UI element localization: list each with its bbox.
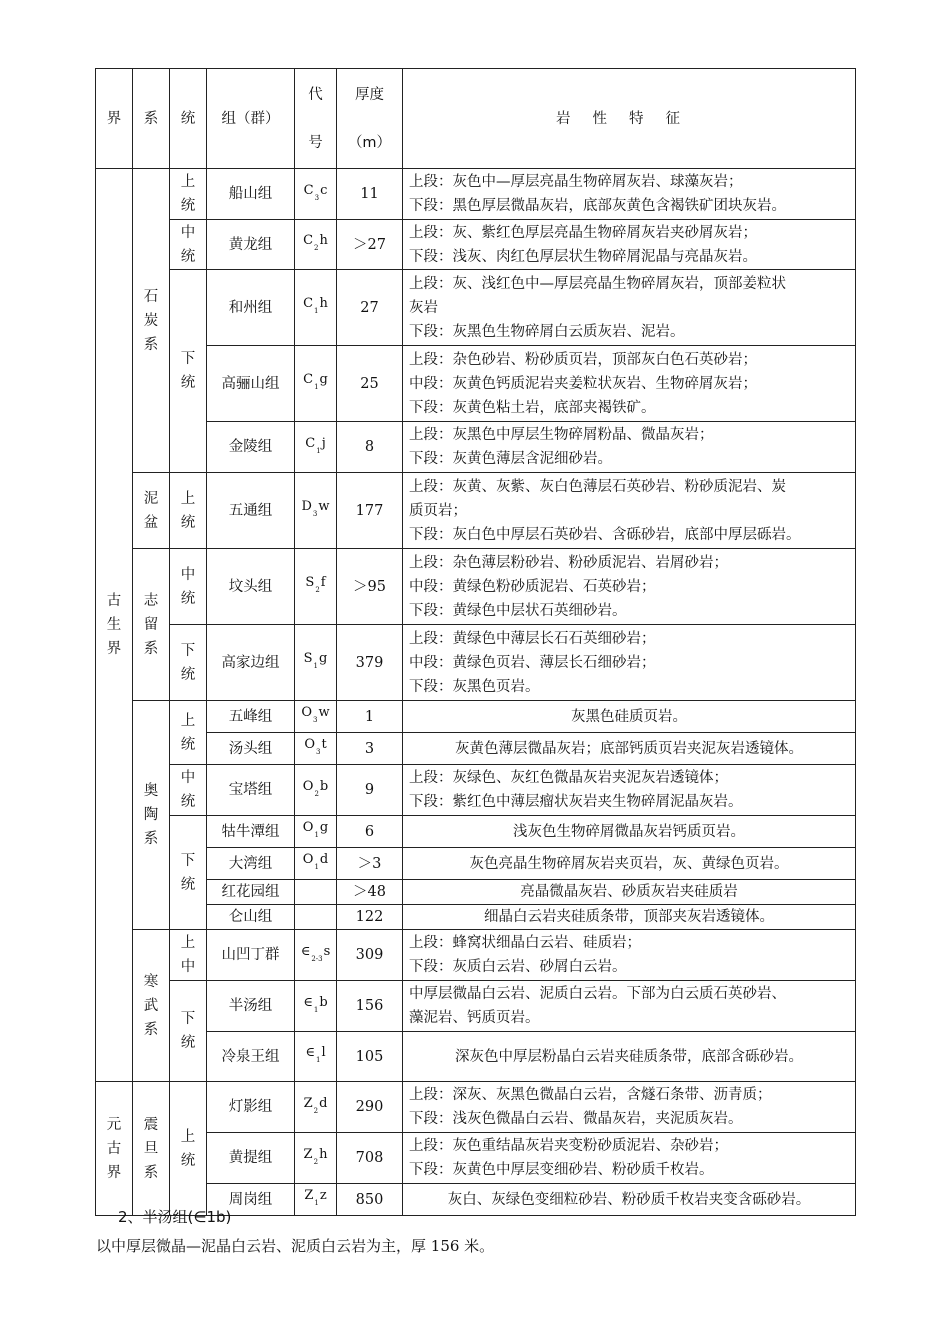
table-row [96, 549, 856, 625]
thickness: 122 [337, 905, 403, 930]
formation-code: $D_3w$ [295, 473, 337, 549]
era-paleozoic: 古 生 界 [96, 169, 133, 1082]
formation-name: 大湾组 [207, 848, 295, 880]
formation-name: 仑山组 [207, 905, 295, 930]
series-lower: 下 统 [170, 270, 207, 473]
header-daihao [295, 69, 337, 169]
table-row [96, 905, 856, 930]
table-row [96, 733, 856, 765]
formation-code: $O_3t$ [295, 733, 337, 765]
table-row [96, 625, 856, 701]
header-daihao-2: 号 [308, 134, 323, 151]
thickness: 309 [337, 930, 403, 981]
formation-name: 宝塔组 [207, 765, 295, 816]
formation-name: 汤头组 [207, 733, 295, 765]
series-upper: 上 统 [170, 701, 207, 765]
lithology-desc: 上段：灰色中—厚层亮晶生物碎屑灰岩、球藻灰岩； 下段：黑色厚层微晶灰岩，底部灰黄色含褐铁矿团块灰岩。 [403, 169, 856, 220]
thickness: 105 [337, 1032, 403, 1082]
formation-name: 山凹丁群 [207, 930, 295, 981]
formation-code: $\in_{2-3}s$ [295, 930, 337, 981]
series-lower: 下 统 [170, 981, 207, 1082]
formation-name: 黄提组 [207, 1133, 295, 1184]
header-daihao-1: 代 [308, 86, 323, 103]
era-proterozoic: 元 古 界 [96, 1082, 133, 1216]
table-row [96, 848, 856, 880]
lithology-desc: 上段：黄绿色中薄层长石石英细砂岩； 中段：黄绿色页岩、薄层长石细砂岩； 下段：灰黑色页岩。 [403, 625, 856, 701]
formation-name: 半汤组 [207, 981, 295, 1032]
table-row [96, 346, 856, 422]
header-houdu-2: （m） [347, 134, 392, 151]
formation-name: 灯影组 [207, 1082, 295, 1133]
formation-code: $O_3w$ [295, 701, 337, 733]
table-row [96, 701, 856, 733]
lithology-desc: 灰黑色硅质页岩。 [403, 701, 856, 733]
table-row [96, 880, 856, 905]
formation-name: 高骊山组 [207, 346, 295, 422]
lithology-desc: 浅灰色生物碎屑微晶灰岩钙质页岩。 [403, 816, 856, 848]
thickness: 27 [337, 270, 403, 346]
lithology-desc: 灰色亮晶生物碎屑灰岩夹页岩，灰、黄绿色页岩。 [403, 848, 856, 880]
thickness: 177 [337, 473, 403, 549]
lithology-desc: 上段：灰、紫红色厚层亮晶生物碎屑灰岩夹砂屑灰岩； 下段：浅灰、肉红色厚层状生物碎屑泥晶与亮晶灰岩。 [403, 220, 856, 270]
system-cambrian: 寒 武 系 [133, 930, 170, 1082]
lithology-desc: 上段：灰黄、灰紫、灰白色薄层石英砂岩、粉砂质泥岩、炭 质页岩； 下段：灰白色中厚层石英砂岩、含砾砂岩，底部中厚层砾岩。 [403, 473, 856, 549]
thickness: 850 [337, 1184, 403, 1216]
series-upper: 上 统 [170, 1082, 207, 1216]
thickness: 3 [337, 733, 403, 765]
formation-code [295, 880, 337, 905]
formation-name: 五峰组 [207, 701, 295, 733]
formation-name: 黄龙组 [207, 220, 295, 270]
stratigraphy-table [95, 68, 856, 1216]
table-row [96, 981, 856, 1032]
formation-name: 坟头组 [207, 549, 295, 625]
table-row [96, 930, 856, 981]
section-heading: 2、半汤组(∈1b) [118, 1208, 232, 1226]
formation-name: 金陵组 [207, 422, 295, 473]
header-houdu [337, 69, 403, 169]
system-sinian: 震 旦 系 [133, 1082, 170, 1216]
header-tong: 统 [170, 69, 207, 169]
table-row [96, 1032, 856, 1082]
lithology-desc: 灰白、灰绿色变细粒砂岩、粉砂质千枚岩夹变含砾砂岩。 [403, 1184, 856, 1216]
lithology-desc: 亮晶微晶灰岩、砂质灰岩夹硅质岩 [403, 880, 856, 905]
table-row [96, 816, 856, 848]
lithology-desc: 上段：灰、浅红色中—厚层亮晶生物碎屑灰岩，顶部姜粒状 灰岩 下段：灰黑色生物碎屑白云质灰岩、泥岩。 [403, 270, 856, 346]
formation-name: 牯牛潭组 [207, 816, 295, 848]
section-paragraph: 以中厚层微晶—泥晶白云岩、泥质白云岩为主，厚 156 米。 [96, 1237, 495, 1255]
lithology-desc: 上段：杂色薄层粉砂岩、粉砂质泥岩、岩屑砂岩； 中段：黄绿色粉砂质泥岩、石英砂岩； 下段：黄绿色中层状石英细砂岩。 [403, 549, 856, 625]
lithology-desc: 上段：杂色砂岩、粉砂质页岩，顶部灰白色石英砂岩； 中段：灰黄色钙质泥岩夹姜粒状灰岩、生物碎屑灰岩； 下段：灰黄色粘土岩，底部夹褐铁矿。 [403, 346, 856, 422]
formation-code: $C_1h$ [295, 270, 337, 346]
thickness: 8 [337, 422, 403, 473]
lithology-desc: 细晶白云岩夹硅质条带，顶部夹灰岩透镜体。 [403, 905, 856, 930]
series-middle: 中 统 [170, 549, 207, 625]
formation-name: 船山组 [207, 169, 295, 220]
series-upper-middle: 上 中 [170, 930, 207, 981]
formation-code: $C_2h$ [295, 220, 337, 270]
system-carboniferous: 石 炭 系 [133, 169, 170, 473]
thickness: 6 [337, 816, 403, 848]
header-row [96, 69, 856, 169]
thickness: ＞48 [337, 880, 403, 905]
thickness: 156 [337, 981, 403, 1032]
table-row [96, 422, 856, 473]
series-lower: 下 统 [170, 816, 207, 930]
formation-name: 五通组 [207, 473, 295, 549]
formation-code [295, 905, 337, 930]
formation-name: 冷泉王组 [207, 1032, 295, 1082]
lithology-desc: 上段：灰黑色中厚层生物碎屑粉晶、微晶灰岩； 下段：灰黄色薄层含泥细砂岩。 [403, 422, 856, 473]
series-upper: 上 统 [170, 473, 207, 549]
formation-name: 和州组 [207, 270, 295, 346]
header-xi: 系 [133, 69, 170, 169]
thickness: 11 [337, 169, 403, 220]
thickness: 379 [337, 625, 403, 701]
system-ordovician: 奥 陶 系 [133, 701, 170, 930]
header-zu: 组（群） [207, 69, 295, 169]
formation-code: $O_2b$ [295, 765, 337, 816]
header-houdu-1: 厚度 [355, 86, 384, 103]
thickness: 9 [337, 765, 403, 816]
lithology-desc: 上段：蜂窝状细晶白云岩、硅质岩； 下段：灰质白云岩、砂屑白云岩。 [403, 930, 856, 981]
lithology-desc: 上段：灰绿色、灰红色微晶灰岩夹泥灰岩透镜体； 下段：紫红色中薄层瘤状灰岩夹生物碎屑泥晶灰岩。 [403, 765, 856, 816]
thickness: ＞27 [337, 220, 403, 270]
formation-code: $\in_1l$ [295, 1032, 337, 1082]
formation-name: 高家边组 [207, 625, 295, 701]
table-row [96, 270, 856, 346]
formation-name: 红花园组 [207, 880, 295, 905]
lithology-desc: 上段：灰色重结晶灰岩夹变粉砂质泥岩、杂砂岩； 下段：灰黄色中厚层变细砂岩、粉砂质千枚岩。 [403, 1133, 856, 1184]
formation-code: $Z_2d$ [295, 1082, 337, 1133]
formation-code: $Z_2h$ [295, 1133, 337, 1184]
formation-code: $S_2f$ [295, 549, 337, 625]
thickness: ＞95 [337, 549, 403, 625]
formation-code: $O_1d$ [295, 848, 337, 880]
formation-code: $\in_1b$ [295, 981, 337, 1032]
lithology-desc: 深灰色中厚层粉晶白云岩夹硅质条带，底部含砾砂岩。 [403, 1032, 856, 1082]
system-silurian: 志 留 系 [133, 549, 170, 701]
formation-code: $Z_1z$ [295, 1184, 337, 1216]
thickness: 25 [337, 346, 403, 422]
lithology-desc: 灰黄色薄层微晶灰岩；底部钙质页岩夹泥灰岩透镜体。 [403, 733, 856, 765]
thickness: 290 [337, 1082, 403, 1133]
system-devonian: 泥 盆 [133, 473, 170, 549]
table-row [96, 1133, 856, 1184]
table-row [96, 765, 856, 816]
formation-code: $S_1g$ [295, 625, 337, 701]
thickness: ＞3 [337, 848, 403, 880]
lithology-desc: 上段：深灰、灰黑色微晶白云岩，含燧石条带、沥青质； 下段：浅灰色微晶白云岩、微晶灰岩，夹泥质灰岩。 [403, 1082, 856, 1133]
table-row [96, 473, 856, 549]
series-middle: 中 统 [170, 220, 207, 270]
table-row [96, 1082, 856, 1133]
formation-name: 周岗组 [207, 1184, 295, 1216]
series-middle: 中 统 [170, 765, 207, 816]
formation-code: $C_3c$ [295, 169, 337, 220]
table-row [96, 220, 856, 270]
series-lower: 下 统 [170, 625, 207, 701]
table-row [96, 169, 856, 220]
header-jie: 界 [96, 69, 133, 169]
formation-code: $C_1j$ [295, 422, 337, 473]
lithology-desc: 中厚层微晶白云岩、泥质白云岩。下部为白云质石英砂岩、 藻泥岩、钙质页岩。 [403, 981, 856, 1032]
header-yanxing: 岩性特征 [403, 69, 856, 169]
formation-code: $C_1g$ [295, 346, 337, 422]
series-upper: 上 统 [170, 169, 207, 220]
thickness: 708 [337, 1133, 403, 1184]
formation-code: $O_1g$ [295, 816, 337, 848]
thickness: 1 [337, 701, 403, 733]
